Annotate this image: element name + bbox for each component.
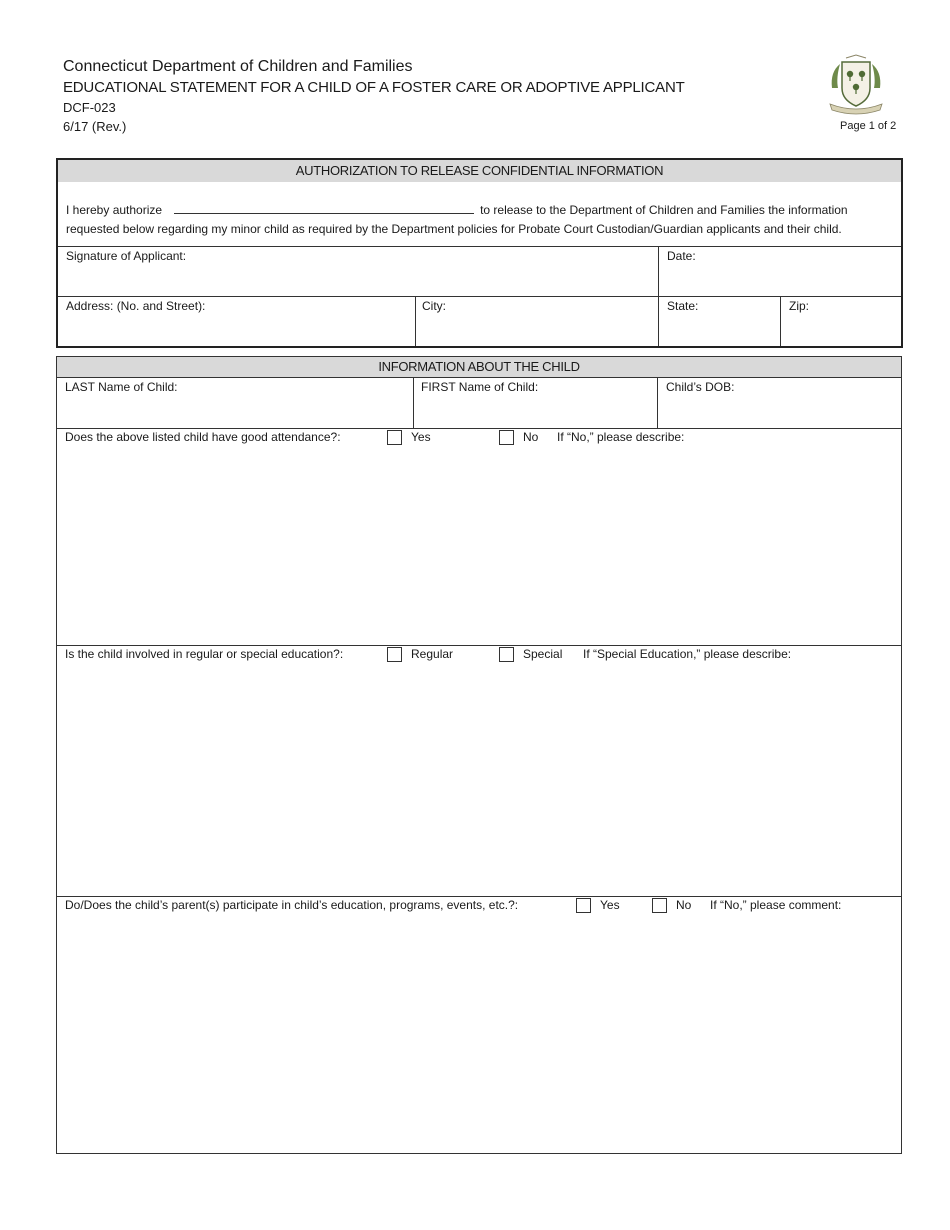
- participation-yes-checkbox[interactable]: [576, 898, 591, 913]
- special-education-label: Special: [523, 647, 563, 661]
- education-type-question: Is the child involved in regular or special education?:: [65, 647, 344, 661]
- special-education-checkbox[interactable]: [499, 647, 514, 662]
- column-divider: [780, 296, 781, 346]
- attendance-question: Does the above listed child have good attendance?:: [65, 430, 341, 444]
- row-divider: [58, 246, 901, 247]
- attendance-yes-checkbox[interactable]: [387, 430, 402, 445]
- page-indicator: Page 1 of 2: [840, 120, 897, 132]
- attendance-no-label: No: [523, 430, 539, 444]
- first-name-label: FIRST Name of Child:: [421, 380, 539, 394]
- city-label: City:: [422, 299, 446, 313]
- attendance-yes-label: Yes: [411, 430, 431, 444]
- signature-label: Signature of Applicant:: [66, 249, 187, 263]
- date-label: Date:: [667, 249, 696, 263]
- attendance-no-checkbox[interactable]: [499, 430, 514, 445]
- row-divider: [57, 896, 901, 897]
- row-divider: [57, 645, 901, 646]
- authorize-text-after: to release to the Department of Children and Families the information requested below regarding my minor child as required by the Department policies for Probate Court Custodian/Guardian applicants and their child.: [66, 203, 848, 236]
- authorize-text-before: I hereby authorize: [66, 203, 163, 217]
- form-number: DCF-023: [63, 100, 116, 115]
- participation-followup: If “No,” please comment:: [710, 898, 842, 912]
- regular-education-label: Regular: [411, 647, 454, 661]
- column-divider: [415, 296, 416, 346]
- state-label: State:: [667, 299, 699, 313]
- participation-yes-label: Yes: [600, 898, 620, 912]
- column-divider: [413, 378, 414, 428]
- participation-no-label: No: [676, 898, 692, 912]
- participation-no-checkbox[interactable]: [652, 898, 667, 913]
- regular-education-checkbox[interactable]: [387, 647, 402, 662]
- form-revision: 6/17 (Rev.): [63, 119, 127, 134]
- organization-name: Connecticut Department of Children and Families: [63, 58, 413, 75]
- address-label: Address: (No. and Street):: [66, 299, 206, 313]
- dob-label: Child’s DOB:: [666, 380, 735, 394]
- child-information-heading: INFORMATION ABOUT THE CHILD: [57, 357, 901, 378]
- parent-participation-question: Do/Does the child’s parent(s) participate in child’s education, programs, events, etc.?:: [65, 898, 519, 912]
- authorization-heading: AUTHORIZATION TO RELEASE CONFIDENTIAL INFORMATION: [58, 160, 901, 182]
- child-information-section: [56, 356, 902, 1154]
- special-education-followup: If “Special Education,” please describe:: [583, 647, 792, 661]
- authorization-statement: [66, 200, 896, 239]
- state-seal-icon: [826, 54, 886, 116]
- zip-label: Zip:: [789, 299, 810, 313]
- authorization-section: [56, 158, 903, 348]
- authorized-party-field[interactable]: [174, 200, 474, 214]
- row-divider: [58, 296, 901, 297]
- attendance-followup: If “No,” please describe:: [557, 430, 685, 444]
- form-title: EDUCATIONAL STATEMENT FOR A CHILD OF A FOSTER CARE OR ADOPTIVE APPLICANT: [63, 79, 685, 96]
- column-divider: [657, 378, 658, 428]
- last-name-label: LAST Name of Child:: [65, 380, 178, 394]
- row-divider: [57, 428, 901, 429]
